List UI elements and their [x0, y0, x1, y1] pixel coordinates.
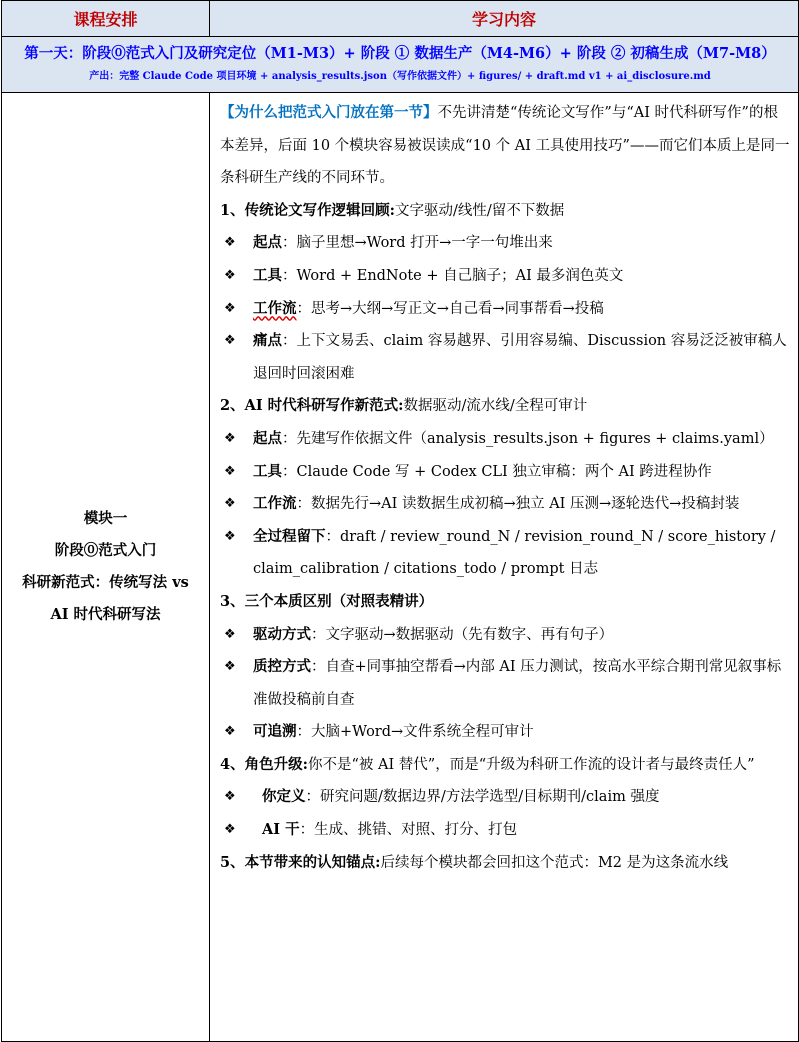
diamond-bullet-icon: ❖	[224, 300, 236, 316]
header-content: 学习内容	[210, 1, 799, 37]
module-number: 模块一	[83, 510, 128, 527]
content-cell	[210, 93, 799, 1042]
section-heading: 5、本节带来的认知锚点:后续每个模块都会回扣这个范式：M2 是为这条流水线	[220, 853, 729, 871]
diamond-bullet-icon: ❖	[224, 235, 236, 251]
diamond-bullet-icon: ❖	[224, 626, 236, 642]
diamond-bullet-icon: ❖	[224, 724, 236, 740]
module-topic-cont: AI 时代科研写法	[50, 606, 161, 623]
module-stage: 阶段⓪范式入门	[54, 542, 157, 559]
diamond-bullet-icon: ❖	[224, 333, 236, 349]
diamond-bullet-icon: ❖	[224, 463, 236, 479]
diamond-bullet-icon: ❖	[224, 528, 236, 544]
diamond-bullet-icon: ❖	[224, 430, 236, 446]
table-header-row	[2, 1, 799, 37]
list-item: ❖ 质控方式：自查+同事抽空帮看→内部 AI 压力测试，按高水平综合期刊常见叙事标准做投稿前自查	[220, 651, 792, 716]
list-item: ❖ 工作流：思考→大纲→写正文→自己看→同事帮看→投稿	[220, 293, 792, 326]
section-heading: 4、角色升级:你不是“被 AI 替代”，而是“升级为科研工作流的设计者与最终责任人”	[220, 755, 755, 773]
list-item: ❖ 你定义：研究问题/数据边界/方法学选型/目标期刊/claim 强度	[220, 781, 792, 814]
list-item: ❖ AI 干：生成、挑错、对照、打分、打包	[220, 814, 792, 847]
day-title: 第一天：阶段⓪范式入门及研究定位（M1-M3）+ 阶段 ① 数据生产（M4-M6）+ 阶段 ② 初稿生成（M7-M8）	[24, 45, 776, 62]
list-item: ❖ 工具：Word + EndNote + 自己脑子；AI 最多润色英文	[220, 260, 792, 293]
list-item: ❖ 工作流：数据先行→AI 读数据生成初稿→独立 AI 压测→逐轮迭代→投稿封装	[220, 488, 792, 521]
intro-text: 不先讲清楚“传统论文写作”与“AI 时代科研写作”的根本差异，后面 10 个模块容易被误读成“10 个 AI 工具使用技巧”——而它们本质上是同一条科研生产线的不同环节。	[220, 105, 790, 187]
diamond-bullet-icon: ❖	[224, 659, 236, 675]
section-heading: 2、AI 时代科研写作新范式:数据驱动/流水线/全程可审计	[220, 397, 588, 415]
list-item: ❖ 可追溯：大脑+Word→文件系统全程可审计	[220, 716, 792, 749]
list-item: ❖ 工具：Claude Code 写 + Codex CLI 独立审稿：两个 AI 跨进程协作	[220, 456, 792, 489]
diamond-bullet-icon: ❖	[224, 267, 236, 283]
section-heading: 1、传统论文写作逻辑回顾:文字驱动/线性/留不下数据	[220, 201, 565, 219]
module-topic: 科研新范式：传统写法 vs	[22, 574, 189, 591]
section-heading: 3、三个本质区别（对照表精讲）	[220, 592, 434, 610]
diamond-bullet-icon: ❖	[224, 496, 236, 512]
header-schedule: 课程安排	[2, 1, 210, 37]
day-row	[2, 37, 799, 93]
intro-lead: 【为什么把范式入门放在第一节】	[220, 104, 438, 121]
intro-paragraph	[220, 97, 792, 195]
course-table	[1, 0, 799, 1042]
module-row	[2, 93, 799, 1042]
diamond-bullet-icon: ❖	[224, 822, 236, 838]
diamond-bullet-icon: ❖	[224, 789, 236, 805]
module-cell	[2, 93, 210, 1042]
day-cell	[2, 37, 799, 93]
list-item: ❖ 起点：先建写作依据文件（analysis_results.json + figures + claims.yaml）	[220, 423, 792, 456]
list-item: ❖ 全过程留下：draft / review_round_N / revision_round_N / score_history / claim_calibration / citations_todo / prompt 日志	[220, 521, 792, 586]
list-item: ❖ 驱动方式：文字驱动→数据驱动（先有数字、再有句子）	[220, 619, 792, 652]
list-item: ❖ 起点：脑子里想→Word 打开→一字一句堆出来	[220, 227, 792, 260]
list-item: ❖ 痛点：上下文易丢、claim 容易越界、引用容易编、Discussion 容易泛泛被审稿人退回时回滚困难	[220, 325, 792, 390]
day-output: 产出：完整 Claude Code 项目环境 + analysis_results.json（写作依据文件）+ figures/ + draft.md v1 + ai_disclosure.md	[89, 71, 711, 82]
